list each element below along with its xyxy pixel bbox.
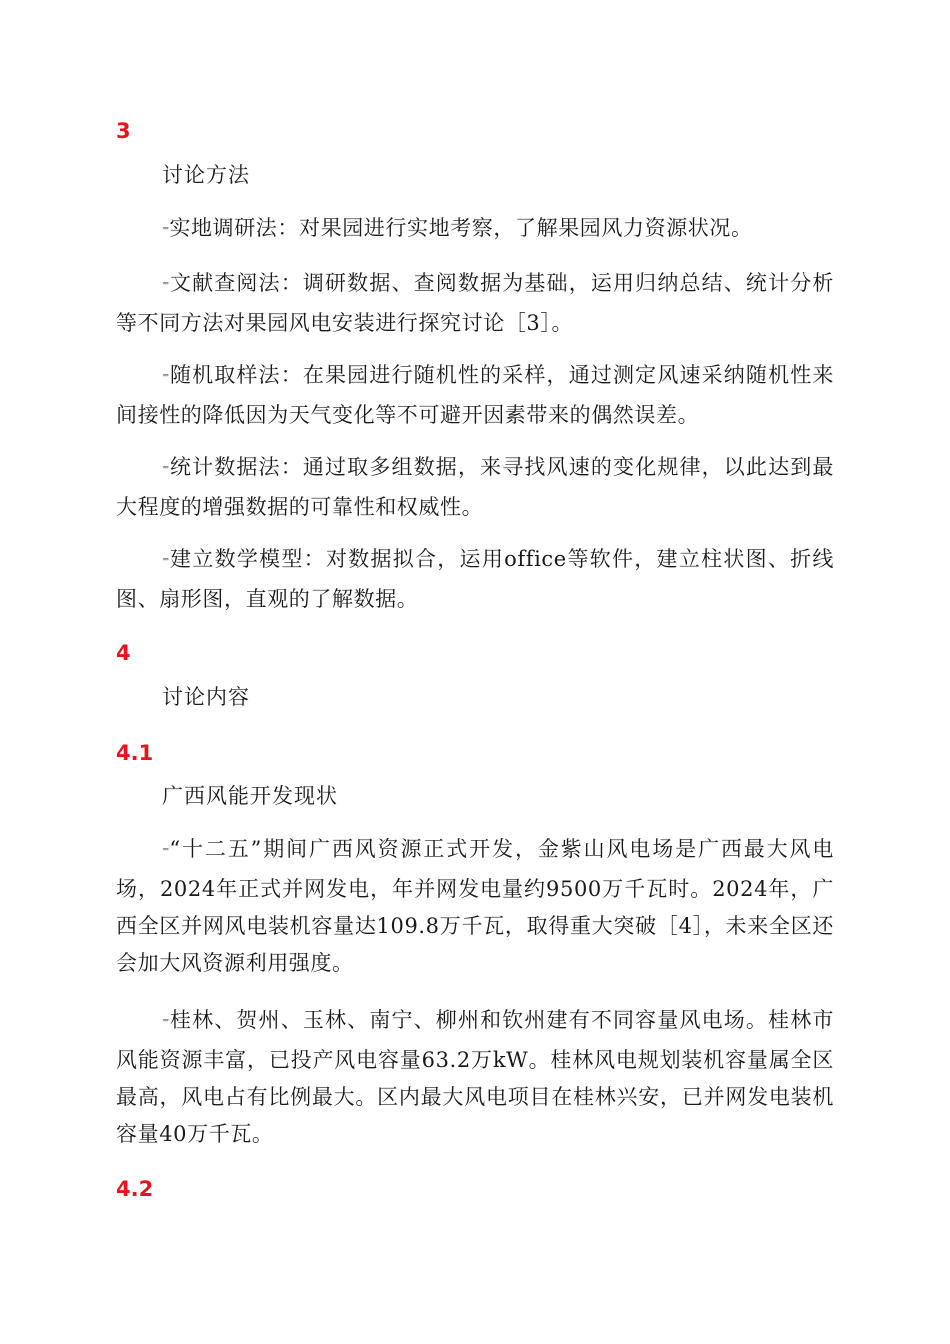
bullet-marker: ⁼	[162, 844, 170, 860]
paragraph-text: 桂林、贺州、玉林、南宁、柳州和钦州建有不同容量风电场。桂林市风能资源丰富，已投产风电容量63.2万kW。桂林风电规划装机容量属全区最高，风电占有比例最大。区内最大风电项目在桂林兴安，已并网发电装机容量40万千瓦。	[116, 1008, 834, 1146]
section-number-4-1: 4.1	[116, 741, 154, 765]
paragraph-text: 文献查阅法：调研数据、查阅数据为基础，运用归纳总结、统计分析等不同方法对果园风电安装进行探究讨论［3］。	[116, 271, 834, 335]
paragraph-math-model	[116, 541, 834, 618]
paragraph-text: 随机取样法：在果园进行随机性的采样，通过测定风速采纳随机性来间接性的降低因为天气变化等不可避开因素带来的偶然误差。	[116, 363, 834, 427]
section-number-4-2: 4.2	[116, 1177, 154, 1201]
section-heading-guangxi-wind: 广西风能开发现状	[162, 784, 338, 808]
paragraph-guangxi-development	[116, 831, 834, 982]
paragraph-wind-farms	[116, 1002, 834, 1153]
paragraph-literature-review	[116, 265, 834, 342]
bullet-marker: ⁼	[162, 278, 170, 294]
section-heading-discussion-methods: 讨论方法	[162, 163, 250, 187]
paragraph-text: 统计数据法：通过取多组数据，来寻找风速的变化规律，以此达到最大程度的增强数据的可靠性和权威性。	[116, 455, 834, 519]
paragraph-statistical-data	[116, 449, 834, 526]
bullet-marker: ⁼	[162, 1015, 170, 1031]
bullet-marker: ⁼	[162, 370, 170, 386]
paragraph-text: 建立数学模型：对数据拟合，运用office等软件，建立柱状图、折线图、扇形图，直观的了解数据。	[116, 547, 834, 611]
paragraph-field-survey	[116, 210, 834, 250]
section-number-4: 4	[116, 641, 131, 665]
bullet-marker: ⁼	[162, 223, 170, 239]
section-heading-discussion-content: 讨论内容	[162, 685, 250, 709]
paragraph-text: 实地调研法：对果园进行实地考察，了解果园风力资源状况。	[169, 216, 753, 240]
bullet-marker: ⁼	[162, 462, 170, 478]
section-number-3: 3	[116, 119, 131, 143]
paragraph-random-sampling	[116, 357, 834, 434]
bullet-marker: ⁼	[162, 554, 170, 570]
paragraph-text: “十二五”期间广西风资源正式开发，金紫山风电场是广西最大风电场，2024年正式并网发电，年并网发电量约9500万千瓦时。2024年，广西全区并网风电装机容量达109.8万千瓦，取得重大突破［4］，未来全区还会加大风资源利用强度。	[116, 837, 834, 975]
